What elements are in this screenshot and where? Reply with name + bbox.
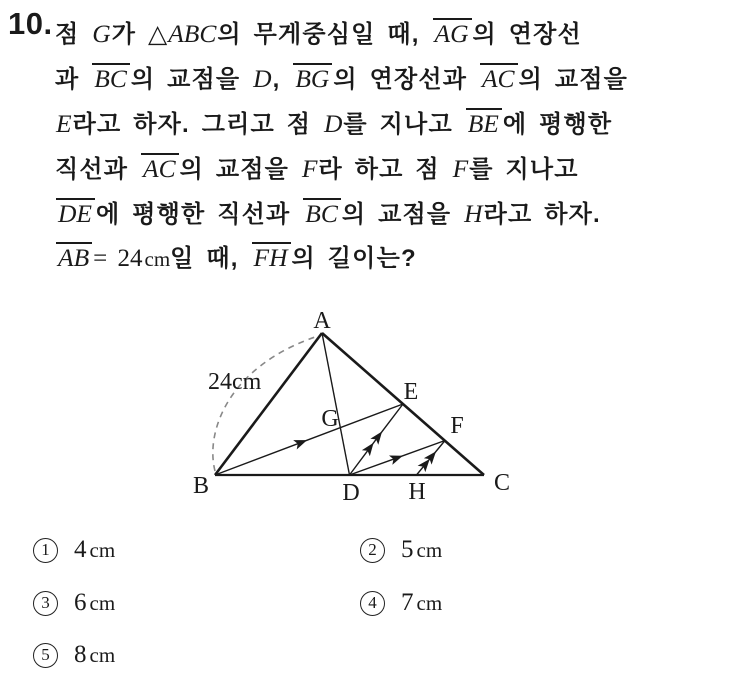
question-number: 10. <box>8 6 53 41</box>
overlined-segment: BE <box>466 108 502 137</box>
vertex-label-a: A <box>313 308 331 334</box>
option-2 <box>360 536 442 564</box>
text-run: 일 때, <box>170 245 251 272</box>
option-3-unit: cm <box>89 591 116 615</box>
option-5-circled-number: 5 <box>33 643 58 668</box>
question-line <box>55 236 725 281</box>
option-3-circled-number: 3 <box>33 591 58 616</box>
text-run: D <box>324 109 343 138</box>
text-run: 라 하고 점 <box>318 156 452 183</box>
option-4 <box>360 589 442 617</box>
point-label-e: E <box>403 379 419 405</box>
option-4-circled-number: 4 <box>360 591 385 616</box>
overlined-segment: BC <box>303 198 341 227</box>
question-line <box>55 146 725 191</box>
question-line <box>55 191 725 236</box>
option-3 <box>33 589 115 617</box>
measure-label-24cm: 24cm <box>208 369 262 395</box>
question-text <box>55 11 725 281</box>
overlined-segment: DE <box>56 198 95 227</box>
overlined-segment: AC <box>480 63 518 92</box>
vertex-label-b: B <box>192 473 210 499</box>
text-run: = 24 <box>93 245 143 272</box>
option-3-value: 6 <box>74 589 87 616</box>
option-4-unit: cm <box>416 591 443 615</box>
text-run: 의 길이는? <box>291 245 417 272</box>
triangle-diagram <box>150 300 550 515</box>
option-1-unit: cm <box>89 538 116 562</box>
text-run: G <box>92 19 111 48</box>
overlined-segment: BC <box>92 63 130 92</box>
text-run: 점 <box>55 21 92 48</box>
text-run: 의 교점을 <box>179 156 301 183</box>
point-label-f: F <box>450 413 464 439</box>
text-run: 의 무게중심일 때, <box>217 21 432 48</box>
text-run: 라고 하자. 그리고 점 <box>72 111 323 138</box>
option-1-value: 4 <box>74 536 87 563</box>
question-line <box>55 11 725 56</box>
vertex-label-c: C <box>493 470 511 496</box>
text-run: 가 <box>111 21 148 48</box>
text-run: ABC <box>168 19 217 48</box>
point-label-g: G <box>321 406 339 432</box>
option-5-unit: cm <box>89 643 116 667</box>
option-2-circled-number: 2 <box>360 538 385 563</box>
text-run: 의 교점을 <box>130 66 253 93</box>
text-run: 에 평행한 직선과 <box>96 201 303 228</box>
option-2-unit: cm <box>416 538 443 562</box>
overlined-segment: AG <box>433 18 472 47</box>
dimension-arc <box>213 336 318 471</box>
text-run: 의 연장선과 <box>333 66 479 93</box>
text-run: F <box>301 154 318 183</box>
side-ab <box>215 333 322 475</box>
option-5 <box>33 641 115 669</box>
overlined-segment: AB <box>56 242 92 271</box>
text-run: 의 교점을 <box>341 201 464 228</box>
text-run: 를 지나고 <box>469 156 579 183</box>
text-run: E <box>56 109 72 138</box>
option-1 <box>33 536 115 564</box>
text-run: 과 <box>55 66 92 93</box>
option-2-value: 5 <box>401 536 414 563</box>
point-label-h: H <box>408 479 426 505</box>
text-run: D <box>253 64 272 93</box>
overlined-segment: AC <box>141 153 179 182</box>
text-run: H <box>464 199 483 228</box>
text-run: , <box>272 66 293 93</box>
text-run: 직선과 <box>55 156 141 183</box>
option-4-value: 7 <box>401 589 414 616</box>
text-run: 를 지나고 <box>343 111 465 138</box>
text-run: F <box>452 154 469 183</box>
geometry-figure <box>150 300 550 515</box>
text-run: 라고 하자. <box>483 201 601 228</box>
overlined-segment: FH <box>252 242 291 271</box>
text-run: 에 평행한 <box>502 111 613 138</box>
question-line <box>55 56 725 101</box>
text-run: 의 교점을 <box>518 66 628 93</box>
text-run: 의 연장선 <box>472 21 582 48</box>
question-line <box>55 101 725 146</box>
option-5-value: 8 <box>74 641 87 668</box>
overlined-segment: BG <box>293 63 332 92</box>
point-label-d: D <box>342 480 360 506</box>
text-run: △ <box>147 21 168 48</box>
text-run: cm <box>144 247 171 271</box>
option-1-circled-number: 1 <box>33 538 58 563</box>
